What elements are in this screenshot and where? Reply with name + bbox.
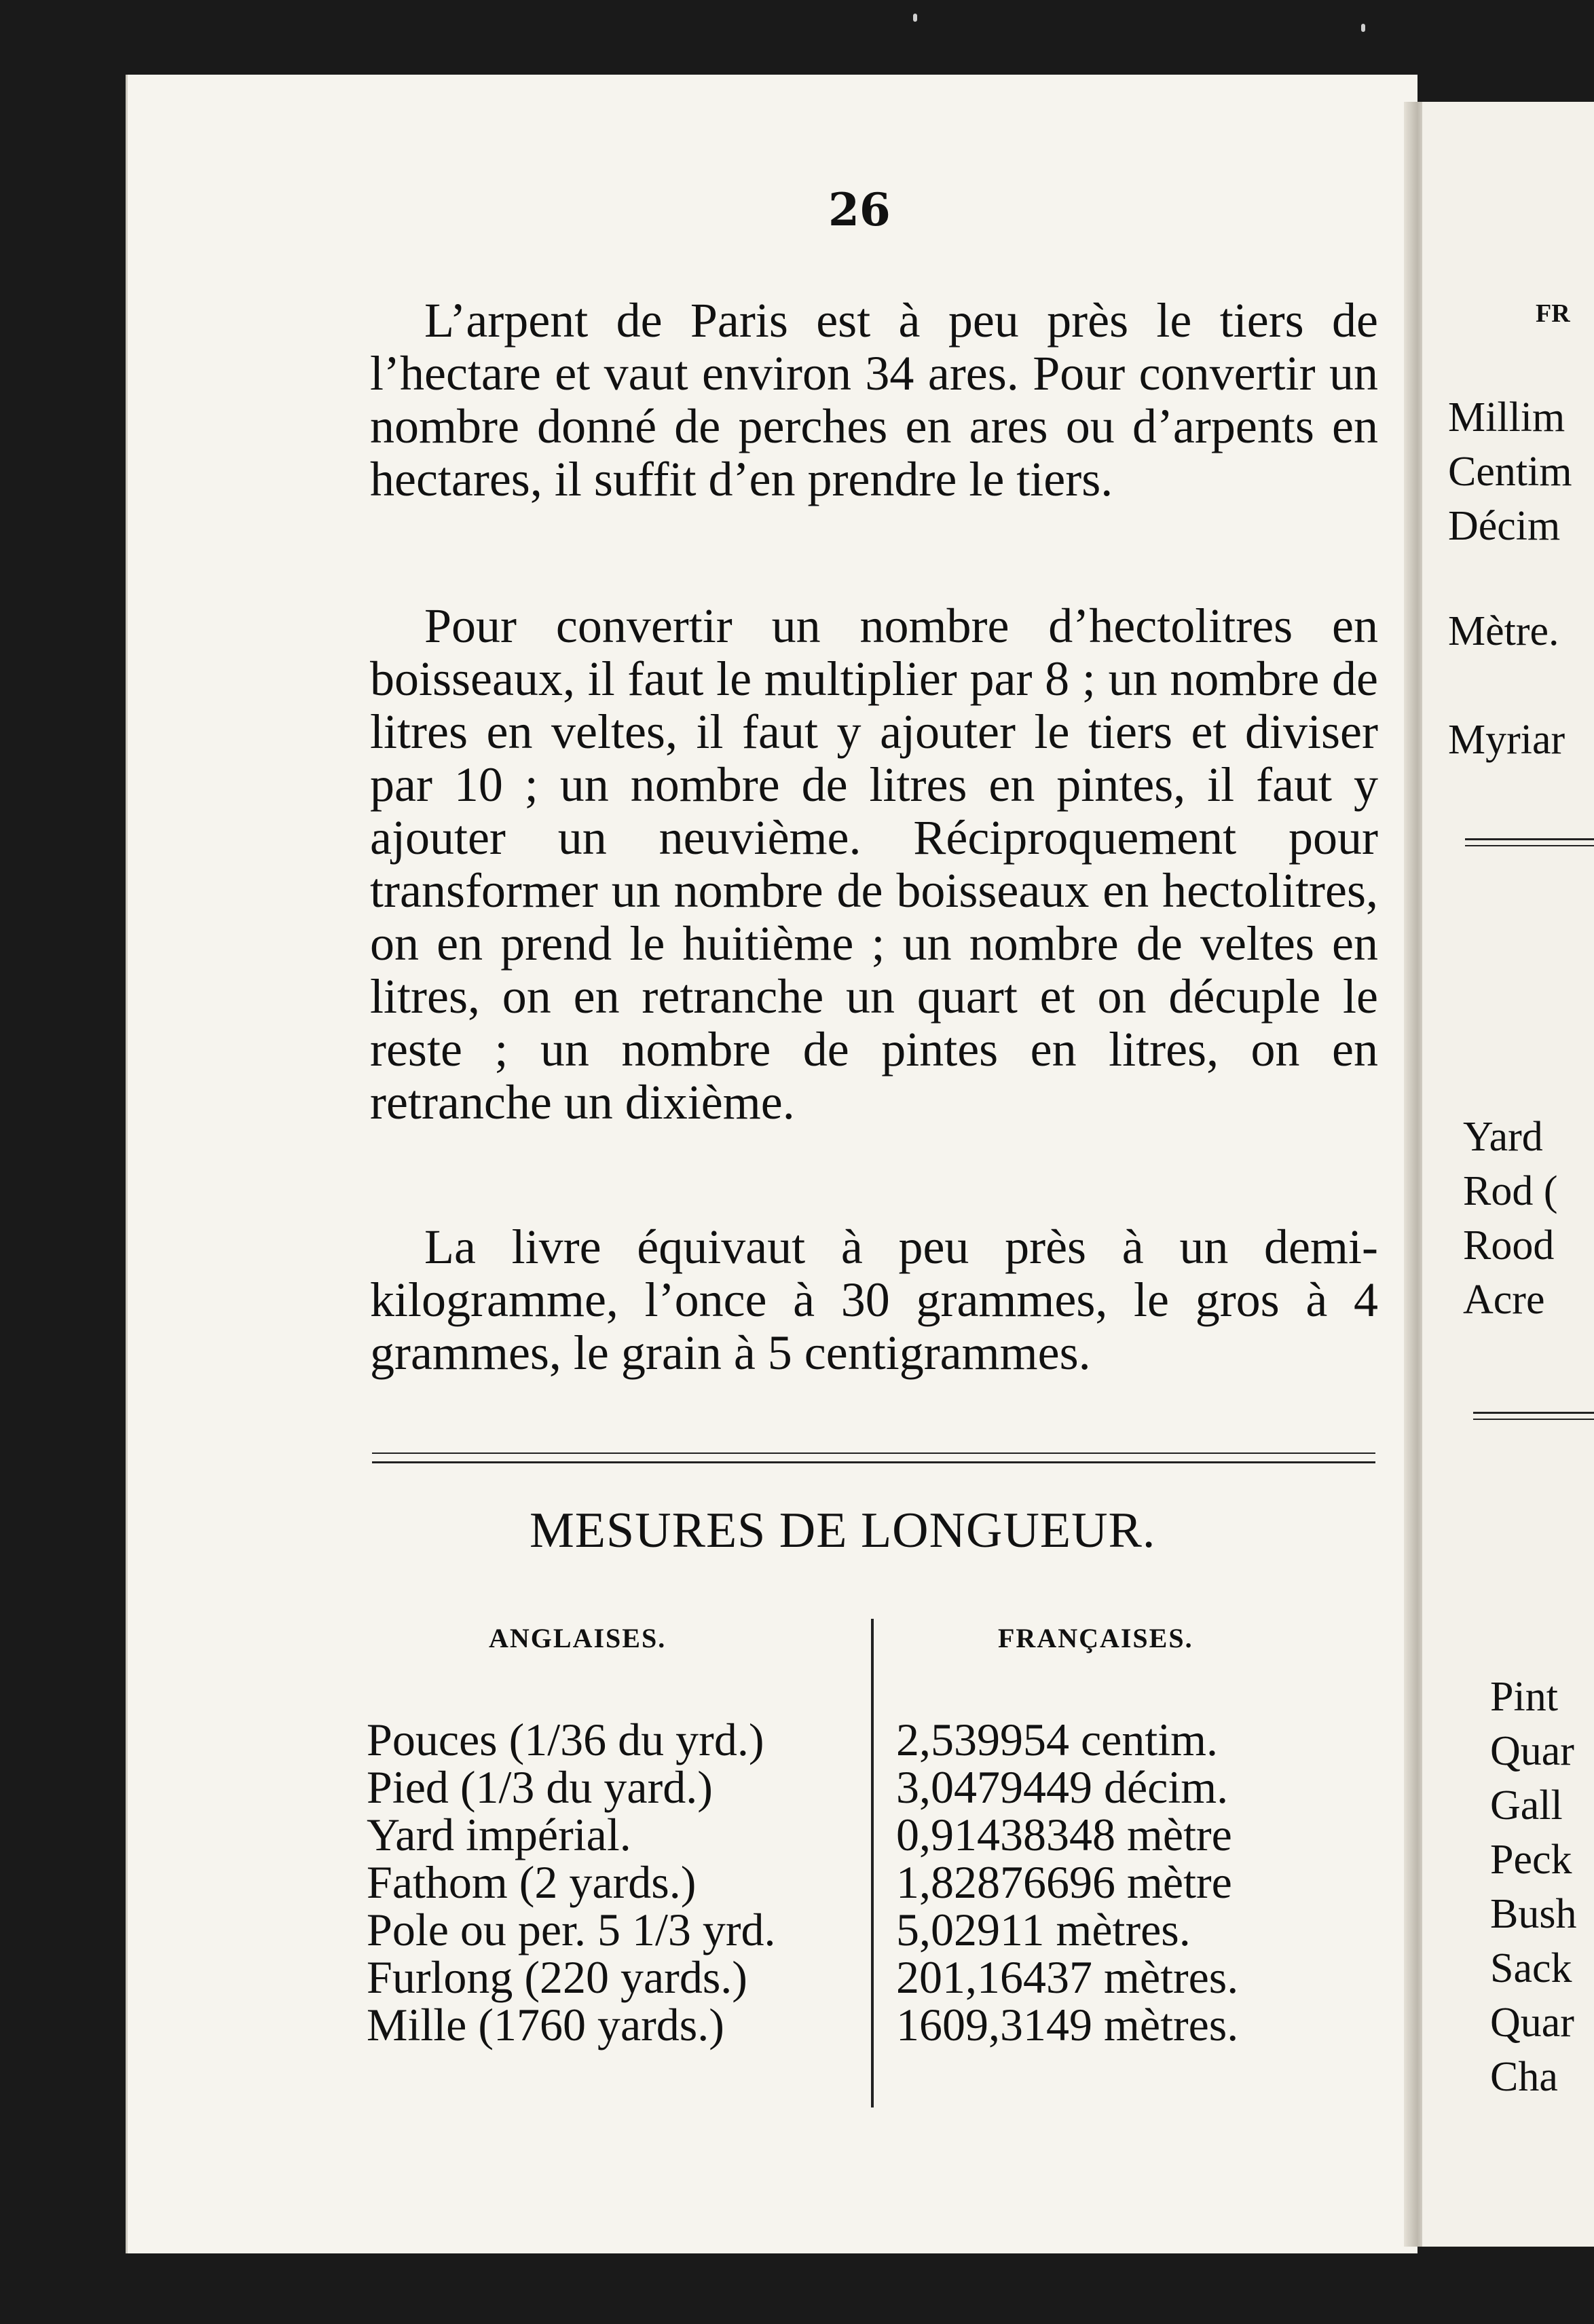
- section-rule-thin: [372, 1452, 1375, 1454]
- facing-rule: [1465, 838, 1594, 840]
- table-row: [367, 1906, 1385, 1953]
- french-equivalent: 3,0479449 décim.: [896, 1761, 1229, 1813]
- facing-line: Cha: [1490, 2054, 1558, 2100]
- french-equivalent: 5,02911 mètres.: [896, 1904, 1191, 1955]
- facing-rule: [1465, 845, 1594, 846]
- facing-line: Yard: [1463, 1114, 1543, 1160]
- facing-rule: [1473, 1412, 1594, 1414]
- measures-table: [367, 1716, 1385, 2048]
- facing-line: Myriar: [1448, 717, 1565, 763]
- english-measure: Mille (1760 yards.): [367, 1999, 724, 2050]
- table-row: [367, 2001, 1385, 2048]
- facing-line: Pint: [1490, 1674, 1558, 1720]
- table-row: [367, 1763, 1385, 1811]
- facing-line: Acre: [1463, 1277, 1545, 1323]
- dust-speck: [1361, 24, 1365, 32]
- table-row: [367, 1811, 1385, 1858]
- table-row: [367, 1716, 1385, 1763]
- paragraph-hectolitres: Pour convertir un nombre d’hectolitres en boisseaux, il faut le multiplier par 8 ; un nombre de litres en veltes, il faut y ajouter le tiers et diviser par 10 ; un nombre de litres en pintes, il faut y ajouter un neuvième. Réciproquement pour transformer un nombre de boisseaux en hectolitres, on en prend le huitième ; un nombre de veltes en litres, on en retranche un quart et on décuple le reste ; un nombre de pintes en litres, on en retranche un dixième.: [370, 599, 1378, 1129]
- english-measure: Yard impérial.: [367, 1809, 631, 1860]
- page-number: 26: [828, 183, 891, 236]
- english-measure: Fathom (2 yards.): [367, 1856, 697, 1908]
- facing-line: Bush: [1490, 1891, 1577, 1937]
- column-header-francaises: FRANÇAISES.: [998, 1623, 1193, 1653]
- facing-line: Millim: [1448, 394, 1565, 441]
- french-equivalent: 0,91438348 mètre: [896, 1809, 1232, 1860]
- facing-line: Sack: [1490, 1945, 1572, 1991]
- table-row: [367, 1953, 1385, 2001]
- english-measure: Pouces (1/36 du yrd.): [367, 1714, 764, 1765]
- facing-line: Décim: [1448, 503, 1561, 549]
- table-row: [367, 1858, 1385, 1906]
- facing-line: Peck: [1490, 1837, 1572, 1883]
- section-title: MESURES DE LONGUEUR.: [530, 1503, 1156, 1558]
- paragraph-livre: La livre équivaut à peu près à un demi-kilogramme, l’once à 30 grammes, le gros à 4 grammes, le grain à 5 centigrammes.: [370, 1220, 1378, 1380]
- facing-rule: [1473, 1419, 1594, 1420]
- facing-line: Rood: [1463, 1222, 1555, 1269]
- english-measure: Furlong (220 yards.): [367, 1951, 747, 2003]
- facing-line: Mètre.: [1448, 608, 1559, 654]
- section-rule-thick: [372, 1461, 1375, 1463]
- paragraph-arpent: L’arpent de Paris est à peu près le tiers de l’hectare et vaut environ 34 ares. Pour convertir un nombre donné de perches en ares ou d’arpents en hectares, il suffit d’en prendre le tiers.: [370, 293, 1378, 506]
- facing-line: Rod (: [1463, 1168, 1558, 1214]
- facing-line: Centim: [1448, 449, 1572, 495]
- facing-line: Gall: [1490, 1782, 1563, 1829]
- english-measure: Pole ou per. 5 1/3 yrd.: [367, 1904, 776, 1955]
- english-measure: Pied (1/3 du yard.): [367, 1761, 713, 1813]
- column-header-anglaises: ANGLAISES.: [489, 1623, 667, 1653]
- french-equivalent: 1609,3149 mètres.: [896, 1999, 1239, 2050]
- facing-line: Quar: [1490, 1728, 1574, 1774]
- facing-page-text: [1422, 102, 1594, 2247]
- facing-line: Quar: [1490, 2000, 1574, 2046]
- french-equivalent: 2,539954 centim.: [896, 1714, 1219, 1765]
- dust-speck: [913, 14, 917, 22]
- french-equivalent: 1,82876696 mètre: [896, 1856, 1232, 1908]
- french-equivalent: 201,16437 mètres.: [896, 1951, 1239, 2003]
- facing-page-header: FR: [1536, 299, 1570, 328]
